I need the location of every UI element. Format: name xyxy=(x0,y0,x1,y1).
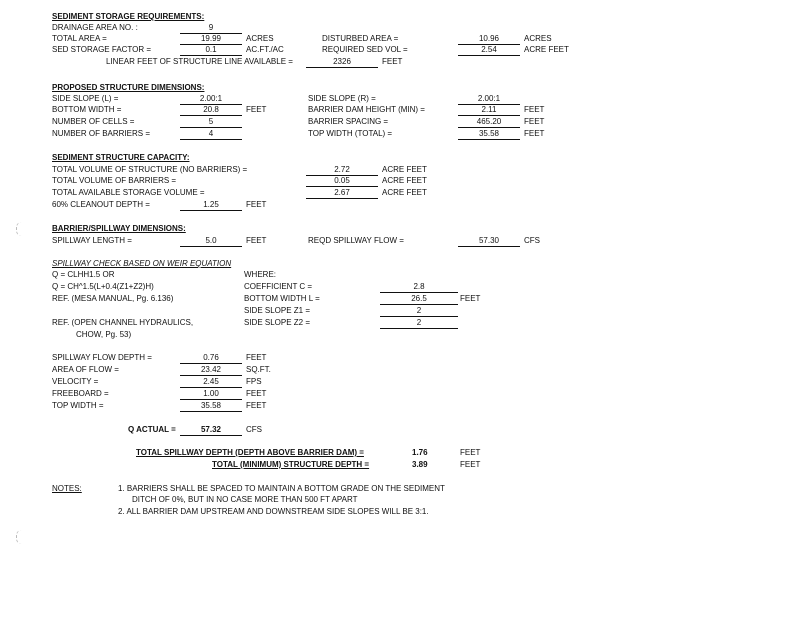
linear-feet-value: 2326 xyxy=(306,57,378,68)
flow-area-value: 23.42 xyxy=(180,365,242,376)
struct-depth-value: 3.89 xyxy=(412,460,428,469)
spacing-value: 465.20 xyxy=(458,117,520,128)
dimensions-heading: PROPOSED STRUCTURE DIMENSIONS: xyxy=(52,83,205,92)
spacing-unit: FEET xyxy=(524,117,545,126)
vol-no-barriers-label: TOTAL VOLUME OF STRUCTURE (NO BARRIERS) = xyxy=(52,165,248,174)
side-slope-r-value: 2.00:1 xyxy=(458,94,520,105)
cells-value: 5 xyxy=(180,117,242,128)
top-width-unit: FEET xyxy=(524,129,545,138)
freeboard-unit: FEET xyxy=(246,389,267,398)
bottom-width-value: 20.8 xyxy=(180,105,242,116)
reqd-flow-label: REQD SPILLWAY FLOW = xyxy=(308,236,404,245)
dam-height-value: 2.11 xyxy=(458,105,520,116)
sed-factor-value: 0.1 xyxy=(180,45,242,56)
z2-value: 2 xyxy=(380,318,458,329)
linear-feet-label: LINEAR FEET OF STRUCTURE LINE AVAILABLE = xyxy=(106,57,293,66)
reqd-flow-value: 57.30 xyxy=(458,236,520,247)
vol-barriers-value: 0.05 xyxy=(306,176,378,187)
drainage-area-no-value: 9 xyxy=(180,23,242,34)
top-width-label: TOP WIDTH (TOTAL) = xyxy=(308,129,393,138)
cells-label: NUMBER OF CELLS = xyxy=(52,117,135,126)
cleanout-unit: FEET xyxy=(246,200,267,209)
req-sed-vol-unit: ACRE FEET xyxy=(524,45,569,54)
req-sed-vol-value: 2.54 xyxy=(458,45,520,56)
q-actual-label: Q ACTUAL = xyxy=(128,425,176,434)
flow-depth-unit: FEET xyxy=(246,353,267,362)
note-2: 2. ALL BARRIER DAM UPSTREAM AND DOWNSTREAM SIDE SLOPES WILL BE 3:1. xyxy=(118,507,429,516)
flow-area-label: AREA OF FLOW = xyxy=(52,365,119,374)
velocity-label: VELOCITY = xyxy=(52,377,99,386)
sed-factor-label: SED STORAGE FACTOR = xyxy=(52,45,152,54)
flow-top-width-value: 35.58 xyxy=(180,401,242,412)
weir-where: WHERE: xyxy=(244,270,276,279)
note-1a: 1. BARRIERS SHALL BE SPACED TO MAINTAIN A BOTTOM GRADE ON THE SEDIMENT xyxy=(118,484,445,493)
req-sed-vol-label: REQUIRED SED VOL = xyxy=(322,45,408,54)
dam-height-label: BARRIER DAM HEIGHT (MIN) = xyxy=(308,105,425,114)
total-area-label: TOTAL AREA = xyxy=(52,34,107,43)
disturbed-area-value: 10.96 xyxy=(458,34,520,45)
sed-factor-unit: AC.FT./AC xyxy=(246,45,284,54)
disturbed-area-label: DISTURBED AREA = xyxy=(322,34,399,43)
cleanout-value: 1.25 xyxy=(180,200,242,211)
spill-depth-unit: FEET xyxy=(460,448,481,457)
dam-height-unit: FEET xyxy=(524,105,545,114)
vol-no-barriers-unit: ACRE FEET xyxy=(382,165,427,174)
weir-bottom-width-unit: FEET xyxy=(460,294,481,303)
scan-mark xyxy=(16,222,27,236)
vol-available-label: TOTAL AVAILABLE STORAGE VOLUME = xyxy=(52,188,205,197)
flow-depth-label: SPILLWAY FLOW DEPTH = xyxy=(52,353,152,362)
vol-no-barriers-value: 2.72 xyxy=(306,165,378,176)
linear-feet-unit: FEET xyxy=(382,57,403,66)
total-area-unit: ACRES xyxy=(246,34,274,43)
coef-value: 2.8 xyxy=(380,282,458,293)
note-1b: DITCH OF 0%, BUT IN NO CASE MORE THAN 500 FT APART xyxy=(132,495,358,504)
struct-depth-label: TOTAL (MINIMUM) STRUCTURE DEPTH = xyxy=(212,460,370,469)
side-slope-l-value: 2.00:1 xyxy=(180,94,242,105)
total-area-value: 19.99 xyxy=(180,34,242,45)
spacing-label: BARRIER SPACING = xyxy=(308,117,389,126)
spill-depth-value: 1.76 xyxy=(412,448,428,457)
bottom-width-label: BOTTOM WIDTH = xyxy=(52,105,122,114)
vol-available-unit: ACRE FEET xyxy=(382,188,427,197)
flow-depth-value: 0.76 xyxy=(180,353,242,364)
barriers-label: NUMBER OF BARRIERS = xyxy=(52,129,151,138)
reqd-flow-unit: CFS xyxy=(524,236,540,245)
vol-barriers-unit: ACRE FEET xyxy=(382,176,427,185)
vol-available-value: 2.67 xyxy=(306,188,378,199)
cleanout-label: 60% CLEANOUT DEPTH = xyxy=(52,200,150,209)
ref1: REF. (MESA MANUAL, Pg. 6.136) xyxy=(52,294,174,303)
spillway-heading: BARRIER/SPILLWAY DIMENSIONS: xyxy=(52,224,186,233)
spillway-length-label: SPILLWAY LENGTH = xyxy=(52,236,132,245)
q-actual-value: 57.32 xyxy=(180,425,242,436)
z1-label: SIDE SLOPE Z1 = xyxy=(244,306,311,315)
freeboard-value: 1.00 xyxy=(180,389,242,400)
barriers-value: 4 xyxy=(180,129,242,140)
weir-eq2: Q = CH^1.5(L+0.4(Z1+Z2)H) xyxy=(52,282,154,291)
spillway-length-unit: FEET xyxy=(246,236,267,245)
bottom-width-unit: FEET xyxy=(246,105,267,114)
spill-depth-label: TOTAL SPILLWAY DEPTH (DEPTH ABOVE BARRIER DAM) = xyxy=(136,448,364,457)
top-width-value: 35.58 xyxy=(458,129,520,140)
ref2b: CHOW, Pg. 53) xyxy=(76,330,132,339)
weir-heading: SPILLWAY CHECK BASED ON WEIR EQUATION xyxy=(52,259,232,268)
notes-label: NOTES: xyxy=(52,484,82,493)
disturbed-area-unit: ACRES xyxy=(524,34,552,43)
side-slope-l-label: SIDE SLOPE (L) = xyxy=(52,94,119,103)
side-slope-r-label: SIDE SLOPE (R) = xyxy=(308,94,376,103)
freeboard-label: FREEBOARD = xyxy=(52,389,109,398)
velocity-value: 2.45 xyxy=(180,377,242,388)
struct-depth-unit: FEET xyxy=(460,460,481,469)
spillway-length-value: 5.0 xyxy=(180,236,242,247)
capacity-heading: SEDIMENT STRUCTURE CAPACITY: xyxy=(52,153,190,162)
flow-top-width-label: TOP WIDTH = xyxy=(52,401,104,410)
coef-label: COEFFICIENT C = xyxy=(244,282,313,291)
z2-label: SIDE SLOPE Z2 = xyxy=(244,318,311,327)
storage-heading: SEDIMENT STORAGE REQUIREMENTS: xyxy=(52,12,205,21)
weir-eq1: Q = CLHH1.5 OR xyxy=(52,270,115,279)
weir-bottom-width-label: BOTTOM WIDTH L = xyxy=(244,294,320,303)
flow-top-width-unit: FEET xyxy=(246,401,267,410)
vol-barriers-label: TOTAL VOLUME OF BARRIERS = xyxy=(52,176,177,185)
flow-area-unit: SQ.FT. xyxy=(246,365,271,374)
z1-value: 2 xyxy=(380,306,458,317)
ref2a: REF. (OPEN CHANNEL HYDRAULICS, xyxy=(52,318,194,327)
velocity-unit: FPS xyxy=(246,377,262,386)
drainage-area-no-label: DRAINAGE AREA NO. : xyxy=(52,23,138,32)
scan-mark xyxy=(16,530,27,544)
weir-bottom-width-value: 26.5 xyxy=(380,294,458,305)
q-actual-unit: CFS xyxy=(246,425,262,434)
